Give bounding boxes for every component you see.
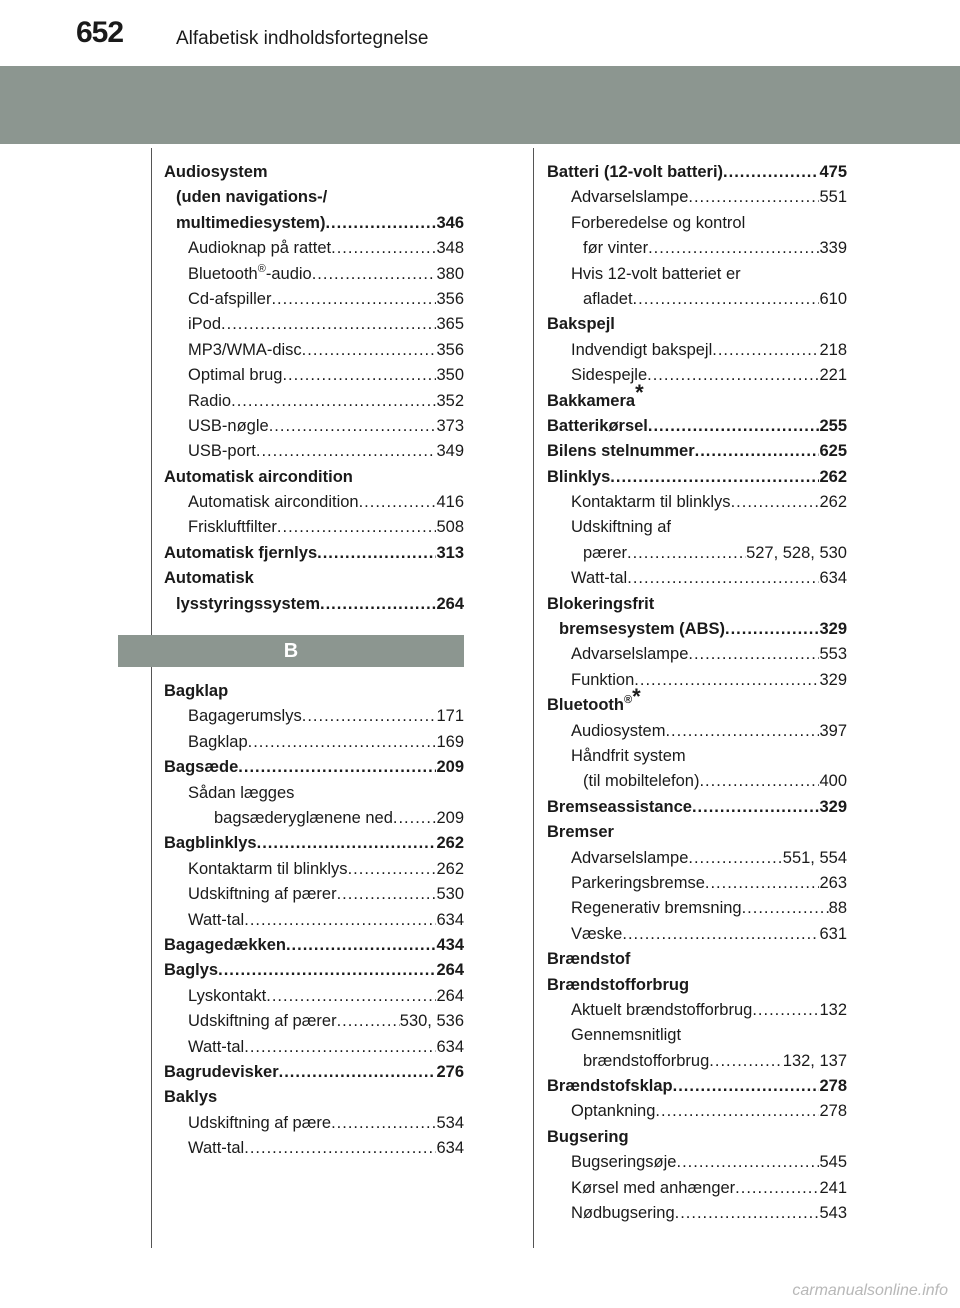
entry-term: Automatisk aircondition xyxy=(164,467,353,486)
header-band xyxy=(0,66,960,144)
index-entry xyxy=(547,1023,847,1048)
dot-leader xyxy=(331,1111,436,1136)
index-entry xyxy=(164,592,464,617)
page-reference: 169 xyxy=(436,732,464,751)
page-reference: 553 xyxy=(819,645,847,664)
index-entry xyxy=(547,719,847,744)
entry-term: Baklys xyxy=(164,1088,218,1107)
entry-term: Watt-tal xyxy=(188,908,244,933)
entry-term: Sidespejle xyxy=(571,363,647,388)
index-entry xyxy=(164,1009,464,1034)
dot-leader xyxy=(647,363,819,388)
index-entry xyxy=(547,1099,847,1124)
index-entry xyxy=(547,1049,847,1074)
dot-leader xyxy=(244,1136,436,1161)
dot-leader xyxy=(248,730,437,755)
page-reference: 221 xyxy=(819,366,847,385)
page-reference: 329 xyxy=(819,670,847,689)
index-entry xyxy=(164,414,464,439)
index-entry xyxy=(164,1060,464,1085)
dot-leader xyxy=(312,262,437,287)
entry-term: Brændstofforbrug xyxy=(547,975,690,994)
index-entry xyxy=(164,933,464,958)
entry-term: Indvendigt bakspejl xyxy=(571,338,712,363)
index-entry xyxy=(164,185,464,210)
dot-leader xyxy=(221,312,436,337)
page-reference: 625 xyxy=(819,442,847,461)
entry-term: Nødbugsering xyxy=(571,1201,675,1226)
index-entry xyxy=(164,566,464,591)
page-reference: 400 xyxy=(819,772,847,791)
dot-leader xyxy=(286,933,437,958)
entry-term: (til mobiltelefon) xyxy=(583,769,699,794)
index-entry xyxy=(547,684,847,718)
page-reference: 264 xyxy=(436,594,464,613)
index-entry xyxy=(164,857,464,882)
entry-term: Brændstof xyxy=(547,950,631,969)
index-entry xyxy=(547,1125,847,1150)
index-entry xyxy=(547,185,847,210)
dot-leader xyxy=(337,882,437,907)
index-entry xyxy=(164,389,464,414)
index-entry xyxy=(164,1085,464,1110)
page-reference: 527, 528, 530 xyxy=(746,543,847,562)
entry-term: Bilens stelnummer xyxy=(547,439,695,464)
index-column-left xyxy=(164,160,464,1161)
index-entry xyxy=(164,1111,464,1136)
page-reference: 329 xyxy=(819,797,847,816)
dot-leader xyxy=(752,998,819,1023)
entry-term: Udskiftning af pære xyxy=(188,1111,331,1136)
entry-term: Bagagedækken xyxy=(164,933,286,958)
page-reference: 397 xyxy=(819,721,847,740)
index-entry xyxy=(547,515,847,540)
index-entry xyxy=(164,679,464,704)
dot-leader xyxy=(244,1035,436,1060)
index-entry xyxy=(547,617,847,642)
page-reference: 278 xyxy=(819,1077,847,1096)
dot-leader xyxy=(244,908,436,933)
page-reference: 209 xyxy=(436,808,464,827)
dot-leader xyxy=(655,1099,819,1124)
entry-term: før vinter xyxy=(583,236,648,261)
dot-leader xyxy=(282,363,436,388)
entry-term: Bagklap xyxy=(188,730,248,755)
entry-term: Blokeringsfrit xyxy=(547,594,655,613)
index-entry xyxy=(164,908,464,933)
index-entry xyxy=(547,439,847,464)
dot-leader xyxy=(723,160,819,185)
entry-term: Audiosystem xyxy=(164,163,268,181)
page-reference: 241 xyxy=(819,1178,847,1197)
entry-term: Advarselslampe xyxy=(571,846,688,871)
dot-leader xyxy=(269,414,437,439)
entry-term: Aktuelt brændstofforbrug xyxy=(571,998,752,1023)
dot-leader xyxy=(348,857,437,882)
watermark: carmanualsonline.info xyxy=(792,1282,948,1299)
entry-term: Lyskontakt xyxy=(188,984,266,1009)
dot-leader xyxy=(627,566,819,591)
page-reference: 276 xyxy=(436,1062,464,1081)
index-entry xyxy=(164,704,464,729)
dot-leader xyxy=(320,592,436,617)
index-entry xyxy=(164,160,464,185)
page-header xyxy=(0,0,960,68)
page-reference: 262 xyxy=(819,467,847,486)
page-reference: 262 xyxy=(436,834,464,853)
index-entry xyxy=(164,338,464,363)
index-entry xyxy=(164,755,464,780)
dot-leader xyxy=(610,465,819,490)
dot-leader xyxy=(673,1074,820,1099)
entry-term: Hvis 12-volt batteriet er xyxy=(571,264,741,283)
dot-leader xyxy=(742,896,829,921)
dot-leader xyxy=(688,642,819,667)
index-entry xyxy=(164,287,464,312)
index-entry xyxy=(547,566,847,591)
entry-term: Automatisk fjernlys xyxy=(164,541,317,566)
dot-leader xyxy=(665,719,819,744)
dot-leader xyxy=(699,769,819,794)
page-reference: 610 xyxy=(819,289,847,308)
entry-term: Optimal brug xyxy=(188,363,282,388)
entry-term: Kontaktarm til blinklys xyxy=(571,490,731,515)
index-entry xyxy=(547,896,847,921)
page-reference: 475 xyxy=(819,163,847,181)
index-entry xyxy=(164,490,464,515)
entry-term: Bagrudevisker xyxy=(164,1060,279,1085)
entry-term: MP3/WMA-disc xyxy=(188,338,302,363)
index-column-right xyxy=(547,160,847,1226)
dot-leader xyxy=(705,871,820,896)
page-reference: 88 xyxy=(828,899,847,918)
page-reference: 551 xyxy=(819,188,847,207)
page-reference: 346 xyxy=(436,213,464,232)
index-entry xyxy=(164,984,464,1009)
page-reference: 380 xyxy=(436,264,464,283)
page-number: 652 xyxy=(76,16,124,49)
index-entry xyxy=(164,1035,464,1060)
entry-term: Friskluftfilter xyxy=(188,515,277,540)
page-reference: 313 xyxy=(436,543,464,562)
dot-leader xyxy=(676,1150,819,1175)
index-entry xyxy=(164,211,464,236)
page-reference: 634 xyxy=(819,569,847,588)
entry-term: Baglys xyxy=(164,958,218,983)
dot-leader xyxy=(633,287,820,312)
entry-term: Bremseassistance xyxy=(547,795,692,820)
entry-term: USB-nøgle xyxy=(188,414,269,439)
dot-leader xyxy=(634,668,819,693)
dot-leader xyxy=(725,617,819,642)
index-entry xyxy=(547,998,847,1023)
page-reference: 264 xyxy=(436,961,464,980)
index-entry xyxy=(547,744,847,769)
entry-term: pærer xyxy=(583,541,627,566)
page-reference: 545 xyxy=(819,1153,847,1172)
entry-term: Bluetooth®-audio xyxy=(188,262,312,287)
page-reference: 264 xyxy=(436,986,464,1005)
index-entry xyxy=(164,806,464,831)
page-reference: 262 xyxy=(436,859,464,878)
page-reference: 530 xyxy=(436,885,464,904)
entry-term: afladet xyxy=(583,287,633,312)
entry-term: Audiosystem xyxy=(571,719,665,744)
entry-term: Blinklys xyxy=(547,465,610,490)
page-reference: 534 xyxy=(436,1113,464,1132)
index-entry xyxy=(547,1201,847,1226)
index-entry xyxy=(164,958,464,983)
index-entry xyxy=(164,831,464,856)
entry-term: bagsæderyglænene ned xyxy=(214,806,393,831)
index-entry xyxy=(547,846,847,871)
page-reference: 171 xyxy=(436,707,464,726)
index-entry xyxy=(164,439,464,464)
entry-term: Udskiftning af pærer xyxy=(188,882,337,907)
index-entry xyxy=(164,465,464,490)
dot-leader xyxy=(317,541,436,566)
dot-leader xyxy=(331,236,436,261)
dot-leader xyxy=(688,846,782,871)
entry-term: Advarselslampe xyxy=(571,642,688,667)
index-entry xyxy=(547,262,847,287)
entry-term: iPod xyxy=(188,312,221,337)
index-entry xyxy=(547,236,847,261)
index-entry xyxy=(164,312,464,337)
page-reference: 132 xyxy=(819,1000,847,1019)
page-reference: 634 xyxy=(436,1139,464,1158)
index-entry xyxy=(547,947,847,972)
index-entry xyxy=(547,668,847,693)
letter-section-header: B xyxy=(118,635,464,667)
entry-term: USB-port xyxy=(188,439,256,464)
page-reference: 255 xyxy=(819,416,847,435)
entry-term: Bagblinklys xyxy=(164,831,257,856)
page-reference: 132, 137 xyxy=(782,1051,847,1070)
index-entry xyxy=(164,781,464,806)
index-entry xyxy=(547,795,847,820)
entry-term: Regenerativ bremsning xyxy=(571,896,742,921)
dot-leader xyxy=(271,287,436,312)
entry-term: Advarselslampe xyxy=(571,185,688,210)
dot-leader xyxy=(359,490,437,515)
index-entry xyxy=(164,262,464,287)
entry-term: Automatisk xyxy=(164,569,254,588)
page-reference: 263 xyxy=(819,873,847,892)
entry-term: Batterikørsel xyxy=(547,414,648,439)
index-entry xyxy=(547,338,847,363)
entry-term: Bugsering xyxy=(547,1127,629,1146)
dot-leader xyxy=(688,185,819,210)
dot-leader xyxy=(231,389,436,414)
dot-leader xyxy=(393,806,437,831)
entry-term: Bagagerumslys xyxy=(188,704,302,729)
entry-term: Watt-tal xyxy=(571,566,627,591)
dot-leader xyxy=(692,795,820,820)
dot-leader xyxy=(302,338,437,363)
index-entry xyxy=(164,236,464,261)
entry-term: Forberedelse og kontrol xyxy=(571,213,746,232)
dot-leader xyxy=(337,1009,400,1034)
page-reference: 634 xyxy=(436,910,464,929)
entry-term: bremsesystem (ABS) xyxy=(559,617,725,642)
index-entry xyxy=(547,363,847,388)
dot-leader xyxy=(238,755,436,780)
index-entry xyxy=(164,541,464,566)
page-reference: 365 xyxy=(436,315,464,334)
index-entry xyxy=(547,490,847,515)
index-entry xyxy=(547,379,847,414)
entry-term: Bakspejl xyxy=(547,315,615,334)
page-reference: 278 xyxy=(819,1102,847,1121)
dot-leader xyxy=(257,831,437,856)
column-divider xyxy=(533,148,534,1248)
entry-term: Udskiftning af xyxy=(571,518,671,537)
index-entry xyxy=(547,592,847,617)
entry-term: Bugseringsøje xyxy=(571,1150,676,1175)
page-reference: 530, 536 xyxy=(399,1012,464,1031)
index-entry xyxy=(547,820,847,845)
index-entry xyxy=(547,769,847,794)
entry-term: Gennemsnitligt xyxy=(571,1026,682,1045)
page-reference: 356 xyxy=(436,340,464,359)
entry-term: Radio xyxy=(188,389,231,414)
dot-leader xyxy=(266,984,436,1009)
dot-leader xyxy=(218,958,436,983)
entry-term: Automatisk aircondition xyxy=(188,490,359,515)
dot-leader xyxy=(627,541,746,566)
index-entry xyxy=(547,1150,847,1175)
index-entry xyxy=(547,642,847,667)
index-entry xyxy=(547,465,847,490)
index-entry xyxy=(164,882,464,907)
index-entry xyxy=(164,515,464,540)
dot-leader xyxy=(648,414,820,439)
entry-term: (uden navigations-/ xyxy=(176,188,328,207)
entry-term: Cd-afspiller xyxy=(188,287,271,312)
page-reference: 631 xyxy=(819,924,847,943)
page-reference: 356 xyxy=(436,289,464,308)
entry-term: Parkeringsbremse xyxy=(571,871,705,896)
index-entry xyxy=(547,211,847,236)
index-entry xyxy=(164,730,464,755)
dot-leader xyxy=(325,211,436,236)
dot-leader xyxy=(712,338,819,363)
index-entry xyxy=(164,363,464,388)
index-entry xyxy=(547,541,847,566)
dot-leader xyxy=(675,1201,820,1226)
entry-term: Kontaktarm til blinklys xyxy=(188,857,348,882)
dot-leader xyxy=(709,1049,782,1074)
page-reference: 329 xyxy=(819,620,847,639)
index-entry xyxy=(547,871,847,896)
index-entry xyxy=(547,973,847,998)
entry-term: Bremser xyxy=(547,823,614,842)
entry-term: Watt-tal xyxy=(188,1035,244,1060)
index-entry xyxy=(547,1074,847,1099)
index-entry xyxy=(547,312,847,337)
page-reference: 218 xyxy=(819,340,847,359)
page-reference: 373 xyxy=(436,416,464,435)
page-reference: 434 xyxy=(436,935,464,954)
dot-leader xyxy=(277,515,437,540)
entry-term: Optankning xyxy=(571,1099,655,1124)
page-reference: 551, 554 xyxy=(782,848,847,867)
page-reference: 262 xyxy=(819,493,847,512)
entry-term: Væske xyxy=(571,922,622,947)
entry-term: Funktion xyxy=(571,668,634,693)
index-entry xyxy=(547,414,847,439)
entry-term: Bagklap xyxy=(164,682,229,701)
page-reference: 352 xyxy=(436,391,464,410)
entry-term: Brændstofsklap xyxy=(547,1074,673,1099)
entry-term: Udskiftning af pærer xyxy=(188,1009,337,1034)
page-reference: 508 xyxy=(436,518,464,537)
index-entry xyxy=(547,160,847,185)
entry-term: Batteri (12-volt batteri) xyxy=(547,160,723,185)
dot-leader xyxy=(648,236,819,261)
dot-leader xyxy=(622,922,819,947)
page-reference: 634 xyxy=(436,1037,464,1056)
index-entry xyxy=(164,1136,464,1161)
index-entry xyxy=(547,1176,847,1201)
dot-leader xyxy=(735,1176,819,1201)
page-reference: 543 xyxy=(819,1204,847,1223)
entry-term: brændstofforbrug xyxy=(583,1049,709,1074)
entry-term: Bakkamera* xyxy=(547,379,644,410)
page-reference: 339 xyxy=(819,239,847,258)
page-reference: 416 xyxy=(436,493,464,512)
page-reference: 209 xyxy=(436,758,464,777)
page-reference: 350 xyxy=(436,366,464,385)
left-rule xyxy=(151,148,152,1248)
entry-term: Bluetooth®* xyxy=(547,684,641,715)
index-entry xyxy=(547,287,847,312)
dot-leader xyxy=(695,439,820,464)
entry-term: Audioknap på rattet xyxy=(188,236,331,261)
dot-leader xyxy=(731,490,820,515)
entry-term: lysstyringssystem xyxy=(176,592,320,617)
dot-leader xyxy=(279,1060,437,1085)
dot-leader xyxy=(256,439,437,464)
running-title: Alfabetisk indholdsfortegnelse xyxy=(176,28,429,49)
entry-term: Bagsæde xyxy=(164,755,238,780)
page-reference: 349 xyxy=(436,442,464,461)
index-entry xyxy=(547,922,847,947)
entry-term: Sådan lægges xyxy=(188,783,295,802)
entry-term: Watt-tal xyxy=(188,1136,244,1161)
dot-leader xyxy=(302,704,437,729)
entry-term: multimediesystem) xyxy=(176,211,325,236)
entry-term: Kørsel med anhænger xyxy=(571,1176,735,1201)
page-reference: 348 xyxy=(436,239,464,258)
entry-term: Håndfrit system xyxy=(571,746,686,765)
